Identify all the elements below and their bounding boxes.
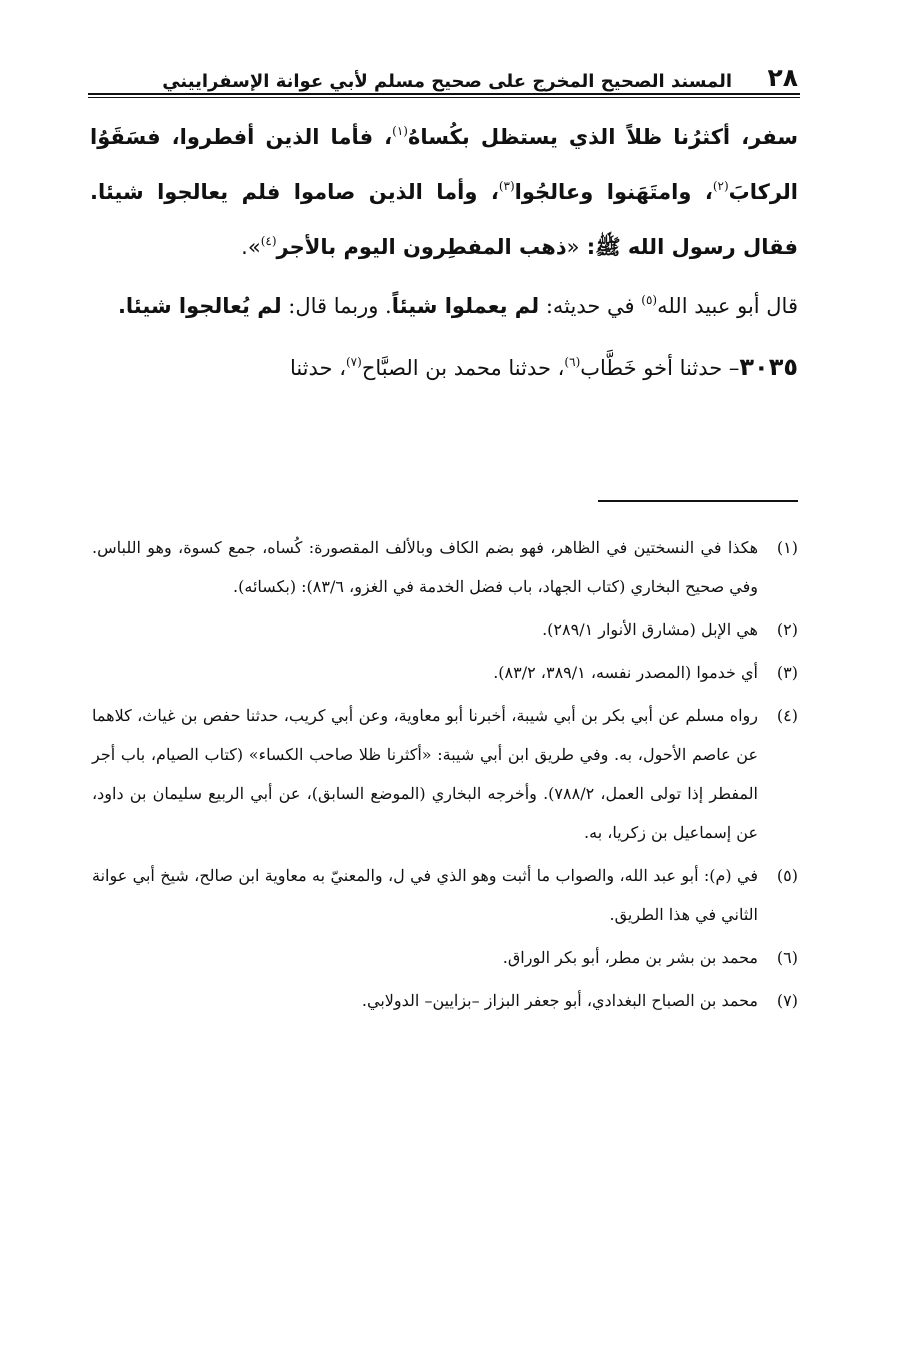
footnote-number: (٧) <box>776 991 798 1010</box>
page-number: ٢٨ <box>767 63 798 92</box>
footnote-divider <box>598 500 798 502</box>
text-span: قال أبو عبيد الله <box>657 294 798 318</box>
main-text <box>90 110 798 396</box>
footnote-number: (٣) <box>776 663 798 682</box>
text-span: ، حدثنا محمد بن الصبَّاح <box>361 356 565 380</box>
text-span: ، وأما الذين صاموا فلم يعالجوا شيئا. فقال رسول الله ﷺ: <box>90 180 798 259</box>
footnote-text: رواه مسلم عن أبي بكر بن أبي شيبة، أخبرنا أبو معاوية، وعن أبي كريب، حدثنا حفص بن غياث، كلاهما عن عاصم الأحول، به. وفي طريق ابن أبي شيبة: «أكثرنا ظلا صاحب الكساء» (كتاب الصيام، باب أجر المفطر إذا تولى العمل، ٧٨٨/٢). وأخرجه البخاري (الموضع السابق)، عن أبي الربيع سليمان بن داود، عن إسماعيل بن زكريا، به. <box>92 706 758 842</box>
footnote <box>92 610 798 649</box>
footnote-text: محمد بن بشر بن مطر، أبو بكر الوراق. <box>502 948 758 967</box>
text-span: ذهب المفطِرون اليوم بالأجر <box>276 235 567 259</box>
footnote-ref: (٦) <box>564 355 581 369</box>
footnote <box>92 856 798 934</box>
footnote-ref: (١) <box>392 124 408 138</box>
footnote <box>92 528 798 606</box>
text-span: ، حدثنا <box>289 356 346 380</box>
text-span: – حدثنا أخو خَطَّاب <box>580 356 740 380</box>
footnote-number: (٤) <box>776 706 798 725</box>
text-span: . وربما قال: <box>281 294 392 318</box>
footnote <box>92 981 798 1020</box>
footnote-number: (١) <box>776 538 798 557</box>
footnote-text: أي خدموا (المصدر نفسه، ٣٨٩/١، ٨٣/٢). <box>493 663 758 682</box>
footnote-ref: (٣) <box>498 179 515 193</box>
footnote-text: هي الإبل (مشارق الأنوار ٢٨٩/١). <box>542 620 758 639</box>
footnote-text: هكذا في النسختين في الظاهر، فهو بضم الكاف وبالألف المقصورة: كُساه، جمع كسوة، وهو اللباس. وفي صحيح البخاري (كتاب الجهاد، باب فضل الخدمة في الغزو، ٨٣/٦): (بكسائه). <box>92 538 758 596</box>
text-span: ، وامتَهَنوا وعالجُوا <box>514 180 713 204</box>
footnote-ref: (٥) <box>641 293 658 307</box>
text-span: ، فأما الذين أفطروا، فسَقَوُا الركابَ <box>90 125 798 204</box>
text-span: سفر، أكثرُنا ظلاً الذي يستظل بكُساهُ <box>407 125 799 149</box>
running-title: المسند الصحيح المخرج على صحيح مسلم لأبي عوانة الإسفراييني <box>162 71 732 92</box>
footnote-text: في (م): أبو عبد الله، والصواب ما أثبت وهو الذي في ل، والمعنيّ به معاوية ابن صالح، شيخ أبي عوانة الثاني في هذا الطريق. <box>92 866 758 924</box>
footnote-ref: (٢) <box>712 179 729 193</box>
quote-mark: « <box>566 235 580 259</box>
paragraph-note <box>90 279 798 334</box>
footnote-text: محمد بن الصباح البغدادي، أبو جعفر البزاز –بزايين– الدولابي. <box>361 991 758 1010</box>
footnote <box>92 696 798 852</box>
footnote <box>92 653 798 692</box>
footnote-number: (٦) <box>776 948 798 967</box>
footnote-number: (٥) <box>776 866 798 885</box>
bold-text: لم يُعالجوا شيئا. <box>117 294 282 318</box>
text-span: في حديثه: <box>539 294 642 318</box>
footnote-ref: (٧) <box>345 355 362 369</box>
footnotes <box>92 528 798 1024</box>
footnote-number: (٢) <box>776 620 798 639</box>
paragraph-hadith-chain <box>90 340 798 396</box>
paragraph-hadith-text <box>90 110 798 275</box>
footnote-ref: (٤) <box>260 234 277 248</box>
bold-text: لم يعملوا شيئاً <box>391 294 540 318</box>
footnote <box>92 938 798 977</box>
quote-mark: ». <box>241 235 261 259</box>
hadith-number: ٣٠٣٥ <box>739 353 798 381</box>
page-header <box>92 52 798 92</box>
header-divider <box>88 93 800 98</box>
